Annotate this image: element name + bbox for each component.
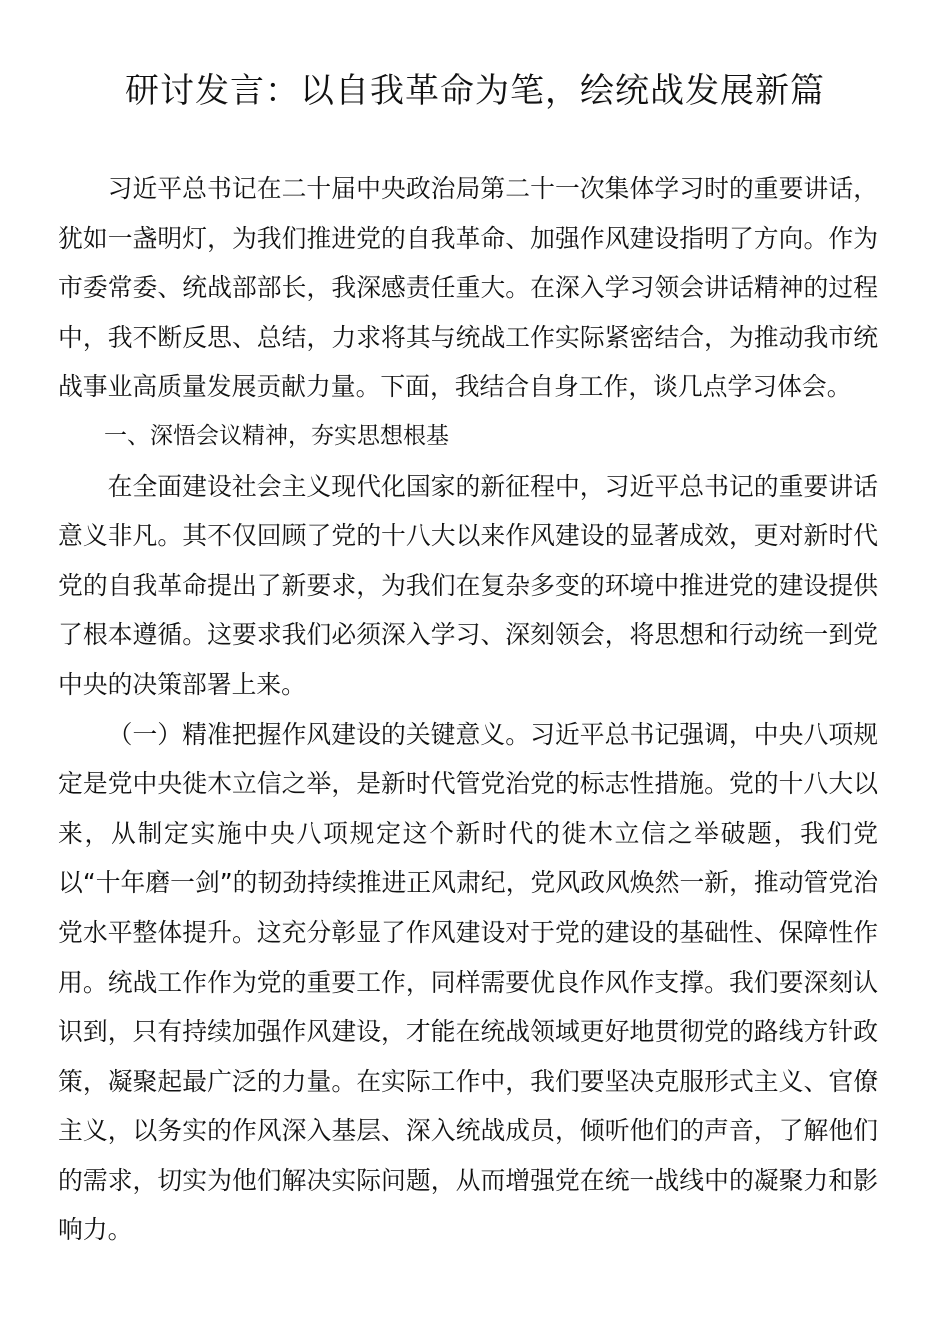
- section-1-paragraph: 在全面建设社会主义现代化国家的新征程中，习近平总书记的重要讲话意义非凡。其不仅回顾了党的十八大以来作风建设的显著成效，更对新时代党的自我革命提出了新要求，为我们在复杂多变的环境中推进党的建设提供了根本遵循。这要求我们必须深入学习、深刻领会，将思想和行动统一到党中央的决策部署上来。: [58, 471, 878, 699]
- subsection-1-paragraph: （一）精准把握作风建设的关键意义。习近平总书记强调，中央八项规定是党中央徙木立信之举，是新时代管党治党的标志性措施。党的十八大以来，从制定实施中央八项规定这个新时代的徙木立信之举破题，我们党以“十年磨一剑”的韧劲持续推进正风肃纪，党风政风焕然一新，推动管党治党水平整体提升。这充分彰显了作风建设对于党的建设的基础性、保障性作用。统战工作作为党的重要工作，同样需要优良作风作支撑。我们要深刻认识到，只有持续加强作风建设，才能在统战领域更好地贯彻党的路线方针政策，凝聚起最广泛的力量。在实际工作中，我们要坚决克服形式主义、官僚主义，以务实的作风深入基层、深入统战成员，倾听他们的声音，了解他们的需求，切实为他们解决实际问题，从而增强党在统一战线中的凝聚力和影响力。: [58, 719, 878, 1245]
- intro-paragraph: 习近平总书记在二十届中央政治局第二十一次集体学习时的重要讲话，犹如一盏明灯，为我们推进党的自我革命、加强作风建设指明了方向。作为市委常委、统战部部长，我深感责任重大。在深入学习领会讲话精神的过程中，我不断反思、总结，力求将其与统战工作实际紧密结合，为推动我市统战事业高质量发展贡献力量。下面，我结合自身工作，谈几点学习体会。: [58, 174, 878, 402]
- document-body: [58, 164, 878, 1255]
- document-title: 研讨发言：以自我革命为笔，绘统战发展新篇: [125, 71, 825, 111]
- section-heading-1: 一、深悟会议精神，夯实思想根基: [104, 422, 449, 449]
